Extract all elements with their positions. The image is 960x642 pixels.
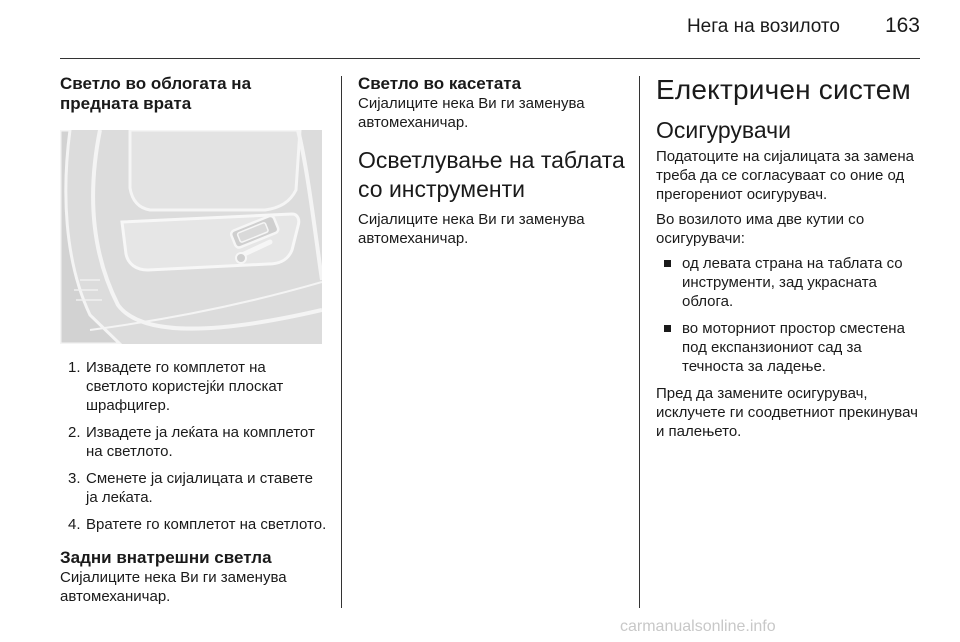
step-item: 4. Вратете го комплетот на светлото. xyxy=(68,516,327,533)
fuse-box-locations-list xyxy=(656,254,924,376)
column-left xyxy=(60,74,328,606)
header-rule xyxy=(60,58,920,59)
column-divider-2 xyxy=(639,76,640,608)
section-heading-door-light: Светло во облогата на предната врата xyxy=(60,74,252,113)
step-item: 2. Извадете ја леќата на комплетот на светлото. xyxy=(68,424,315,460)
section-heading-instrument-lighting: Осветлување на таблата со инструменти xyxy=(358,147,625,202)
step-item: 1. Извадете го комплетот на светлото користејќи плоскат шрафцигер. xyxy=(68,359,284,414)
section-heading-rear-lights: Задни внатрешни светла xyxy=(60,548,272,567)
step-item: 3. Сменете ја сијалицата и ставете ја леќата. xyxy=(68,470,313,506)
section-heading-glovebox-light: Светло во касетата xyxy=(358,74,522,93)
bullet-item: во моторниот простор сместена под експанзиониот сад за течноста за ладење. xyxy=(656,319,924,376)
chapter-heading-electrical: Електричен систем xyxy=(656,74,911,105)
rear-lights-text: Сијалиците нека Ви ги заменува автомеханичар. xyxy=(60,569,287,605)
fuses-paragraph-1: Податоците на сијалицата за замена треба да се согласуваат со оние од прегорениот осигурувач. xyxy=(656,148,914,203)
running-header-title: Нега на возилото xyxy=(686,16,840,37)
page-number: 163 xyxy=(884,14,920,37)
column-right xyxy=(656,74,924,441)
door-light-drawing xyxy=(60,130,322,344)
instrument-lighting-text: Сијалиците нека Ви ги заменува автомеханичар. xyxy=(358,211,585,247)
door-light-illustration xyxy=(60,130,322,344)
bullet-square-icon xyxy=(664,260,671,267)
replacement-steps-list xyxy=(60,358,328,534)
bullet-item: од левата страна на таблата со инструменти, зад украсната облога. xyxy=(656,254,924,311)
bullet-square-icon xyxy=(664,325,671,332)
glovebox-light-text: Сијалиците нека Ви ги заменува автомеханичар. xyxy=(358,95,585,131)
section-heading-fuses: Осигурувачи xyxy=(656,117,791,143)
column-middle xyxy=(358,74,626,248)
watermark-text: carmanualsonline.info xyxy=(620,618,776,635)
fuses-paragraph-3: Пред да замените осигурувач, исклучете ги соодветниот прекинувач и палењето. xyxy=(656,385,918,440)
column-divider-1 xyxy=(341,76,342,608)
fuses-paragraph-2: Во возилото има две кутии со осигурувачи: xyxy=(656,211,865,247)
